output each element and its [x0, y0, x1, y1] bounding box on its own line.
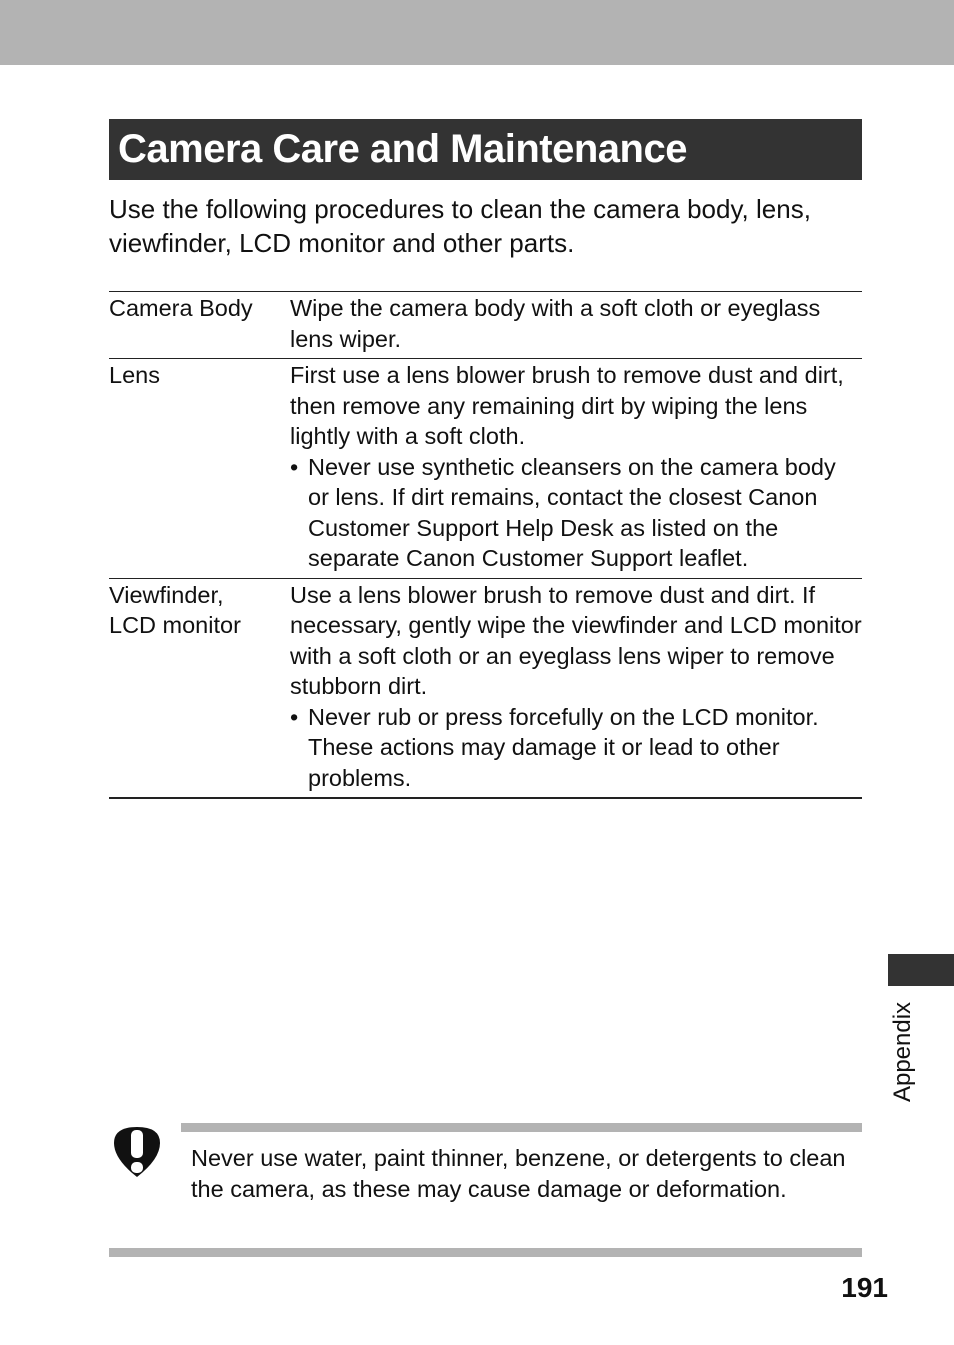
caution-text: Never use water, paint thinner, benzene, or detergents to clean the camera, as these may cause damage or deformation.: [191, 1145, 846, 1202]
part-name: Viewfinder, LCD monitor: [109, 581, 241, 638]
intro-paragraph: Use the following procedures to clean the camera body, lens, viewfinder, LCD monitor and other parts.: [109, 194, 811, 258]
note-text: Never rub or press forcefully on the LCD monitor. These actions may damage it or lead to other problems.: [308, 703, 819, 791]
note-text: Never use synthetic cleansers on the camera body or lens. If dirt remains, contact the closest Canon Customer Support Help Desk as listed on the separate Canon Customer Support leaflet.: [308, 453, 836, 571]
section-tab-text: Appendix: [889, 1001, 916, 1103]
procedure-cell: [290, 359, 862, 579]
caution-icon: [110, 1125, 164, 1179]
procedure-note: [290, 452, 862, 574]
caution-bottom-rule: [109, 1248, 862, 1257]
page-title: Camera Care and Maintenance: [118, 127, 687, 171]
table-row: [109, 292, 862, 359]
bullet-icon: •: [290, 703, 299, 730]
bullet-icon: •: [290, 453, 299, 480]
table-row: [109, 359, 862, 579]
procedure-text: First use a lens blower brush to remove dust and dirt, then remove any remaining dirt by wiping the lens lightly with a soft cloth.: [290, 362, 844, 449]
section-tab-marker: [888, 954, 954, 986]
title-bar: [109, 119, 862, 180]
care-table: [109, 291, 862, 799]
procedure-text: Wipe the camera body with a soft cloth or eyeglass lens wiper.: [290, 295, 821, 352]
page-number: 191: [841, 1272, 888, 1303]
table-row: [109, 578, 862, 798]
procedure-text: Use a lens blower brush to remove dust and dirt. If necessary, gently wipe the viewfinder and LCD monitor with a soft cloth or an eyeglass lens wiper to remove stubborn dirt.: [290, 581, 862, 699]
procedure-cell: [290, 292, 862, 359]
top-band: [0, 0, 954, 65]
procedure-cell: [290, 578, 862, 798]
caution-top-rule: [181, 1123, 862, 1132]
part-name: Camera Body: [109, 295, 253, 321]
procedure-note: [290, 702, 862, 794]
part-name: Lens: [109, 362, 160, 388]
